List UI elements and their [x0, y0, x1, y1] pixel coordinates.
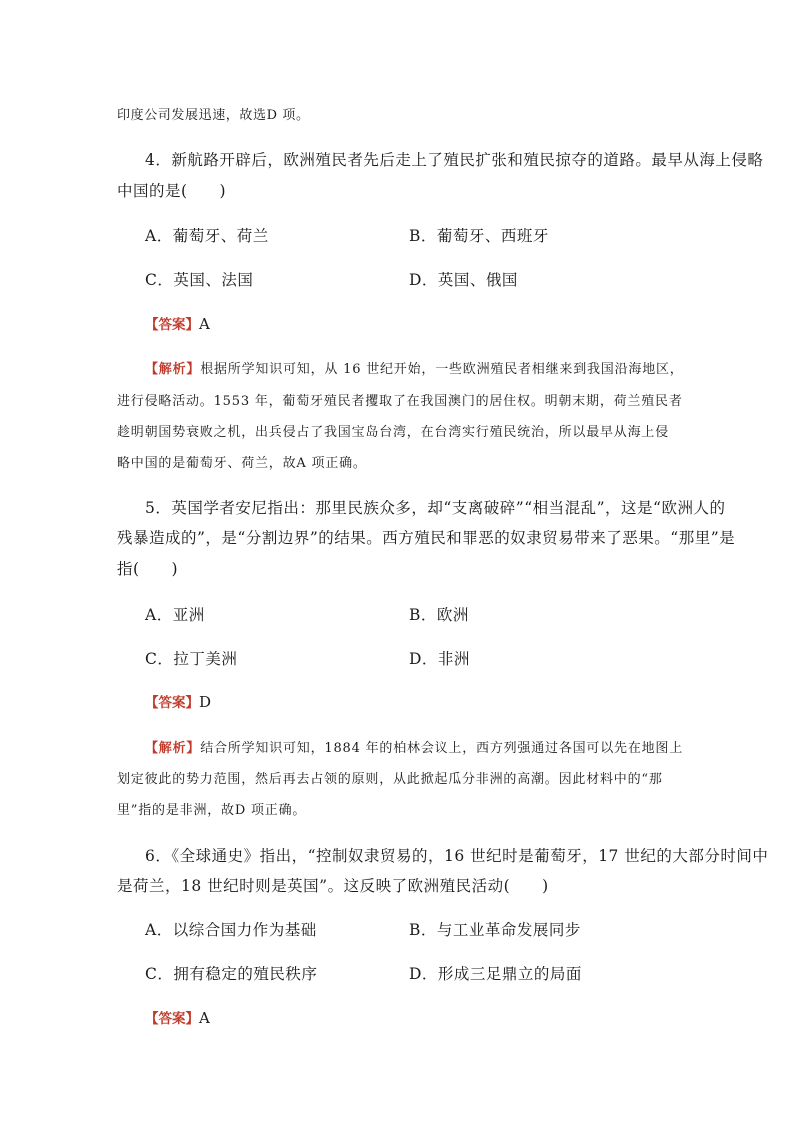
question-5-option-a: A．亚洲 — [145, 606, 205, 624]
question-4-option-a: A．葡萄牙、荷兰 — [145, 227, 269, 245]
question-5-option-d: D．非洲 — [409, 650, 470, 668]
question-6-option-b: B．与工业革命发展同步 — [409, 921, 581, 939]
question-5-line-2: 残暴造成的”，是“分割边界”的结果。西方殖民和罪恶的奴隶贸易带来了恶果。“那里”是 — [117, 529, 736, 547]
question-4-option-b: B．葡萄牙、西班牙 — [409, 227, 549, 245]
carryover-text: 印度公司发展迅速，故选D 项。 — [117, 108, 310, 123]
question-5-line-3: 指( ) — [117, 560, 179, 578]
answer-value: D — [199, 693, 212, 711]
question-5-analysis-line-3: 里”指的是非洲，故D 项正确。 — [117, 803, 307, 818]
question-4-line-2: 中国的是( ) — [117, 182, 227, 200]
analysis-text: 根据所学知识可知，从 16 世纪开始，一些欧洲殖民者相继来到我国沿海地区， — [200, 362, 684, 377]
answer-tag: 【答案】 — [145, 1011, 199, 1027]
question-4-option-c: C．英国、法国 — [145, 271, 254, 289]
answer-tag: 【答案】 — [145, 695, 199, 711]
question-5-option-c: C．拉丁美洲 — [145, 650, 238, 668]
question-6-option-d: D．形成三足鼎立的局面 — [409, 965, 582, 983]
question-6-line-1: 6．《全球通史》指出，“控制奴隶贸易的，16 世纪时是葡萄牙，17 世纪的大部分时间中 — [145, 847, 769, 865]
question-6-option-a: A．以综合国力作为基础 — [145, 921, 317, 939]
question-6-option-c: C．拥有稳定的殖民秩序 — [145, 965, 318, 983]
analysis-tag: 【解析】 — [145, 362, 201, 377]
question-5-analysis-line-2: 划定彼此的势力范围，然后再去占领的原则，从此掀起瓜分非洲的高潮。因此材料中的“那 — [117, 772, 663, 787]
question-4-analysis-line-2: 进行侵略活动。1553 年，葡萄牙殖民者攫取了在我国澳门的居住权。明朝末期，荷兰殖民者 — [117, 394, 683, 409]
answer-value: A — [199, 1009, 210, 1027]
question-5-option-b: B．欧洲 — [409, 606, 469, 624]
analysis-text: 结合所学知识可知，1884 年的柏林会议上，西方列强通过各国可以先在地图上 — [200, 741, 684, 756]
question-4-analysis-line-4: 略中国的是葡萄牙、荷兰，故A 项正确。 — [117, 456, 367, 471]
question-4-line-1: 4．新航路开辟后，欧洲殖民者先后走上了殖民扩张和殖民掠夺的道路。最早从海上侵略 — [145, 151, 764, 169]
question-6-answer — [145, 1007, 210, 1027]
question-5-line-1: 5．英国学者安尼指出：那里民族众多，却“支离破碎”“相当混乱”，这是“欧洲人的 — [145, 499, 726, 517]
question-4-answer — [145, 313, 210, 333]
question-5-answer — [145, 691, 211, 711]
question-5-analysis-line-1 — [145, 737, 683, 756]
question-4-analysis-line-1 — [145, 358, 684, 377]
answer-value: A — [199, 315, 210, 333]
question-6-line-2: 是荷兰，18 世纪时则是英国”。这反映了欧洲殖民活动( ) — [117, 877, 549, 895]
question-4-option-d: D．英国、俄国 — [409, 271, 518, 289]
question-4-analysis-line-3: 趁明朝国势衰败之机，出兵侵占了我国宝岛台湾，在台湾实行殖民统治，所以最早从海上侵 — [117, 425, 670, 440]
answer-tag: 【答案】 — [145, 317, 199, 333]
analysis-tag: 【解析】 — [145, 741, 201, 756]
